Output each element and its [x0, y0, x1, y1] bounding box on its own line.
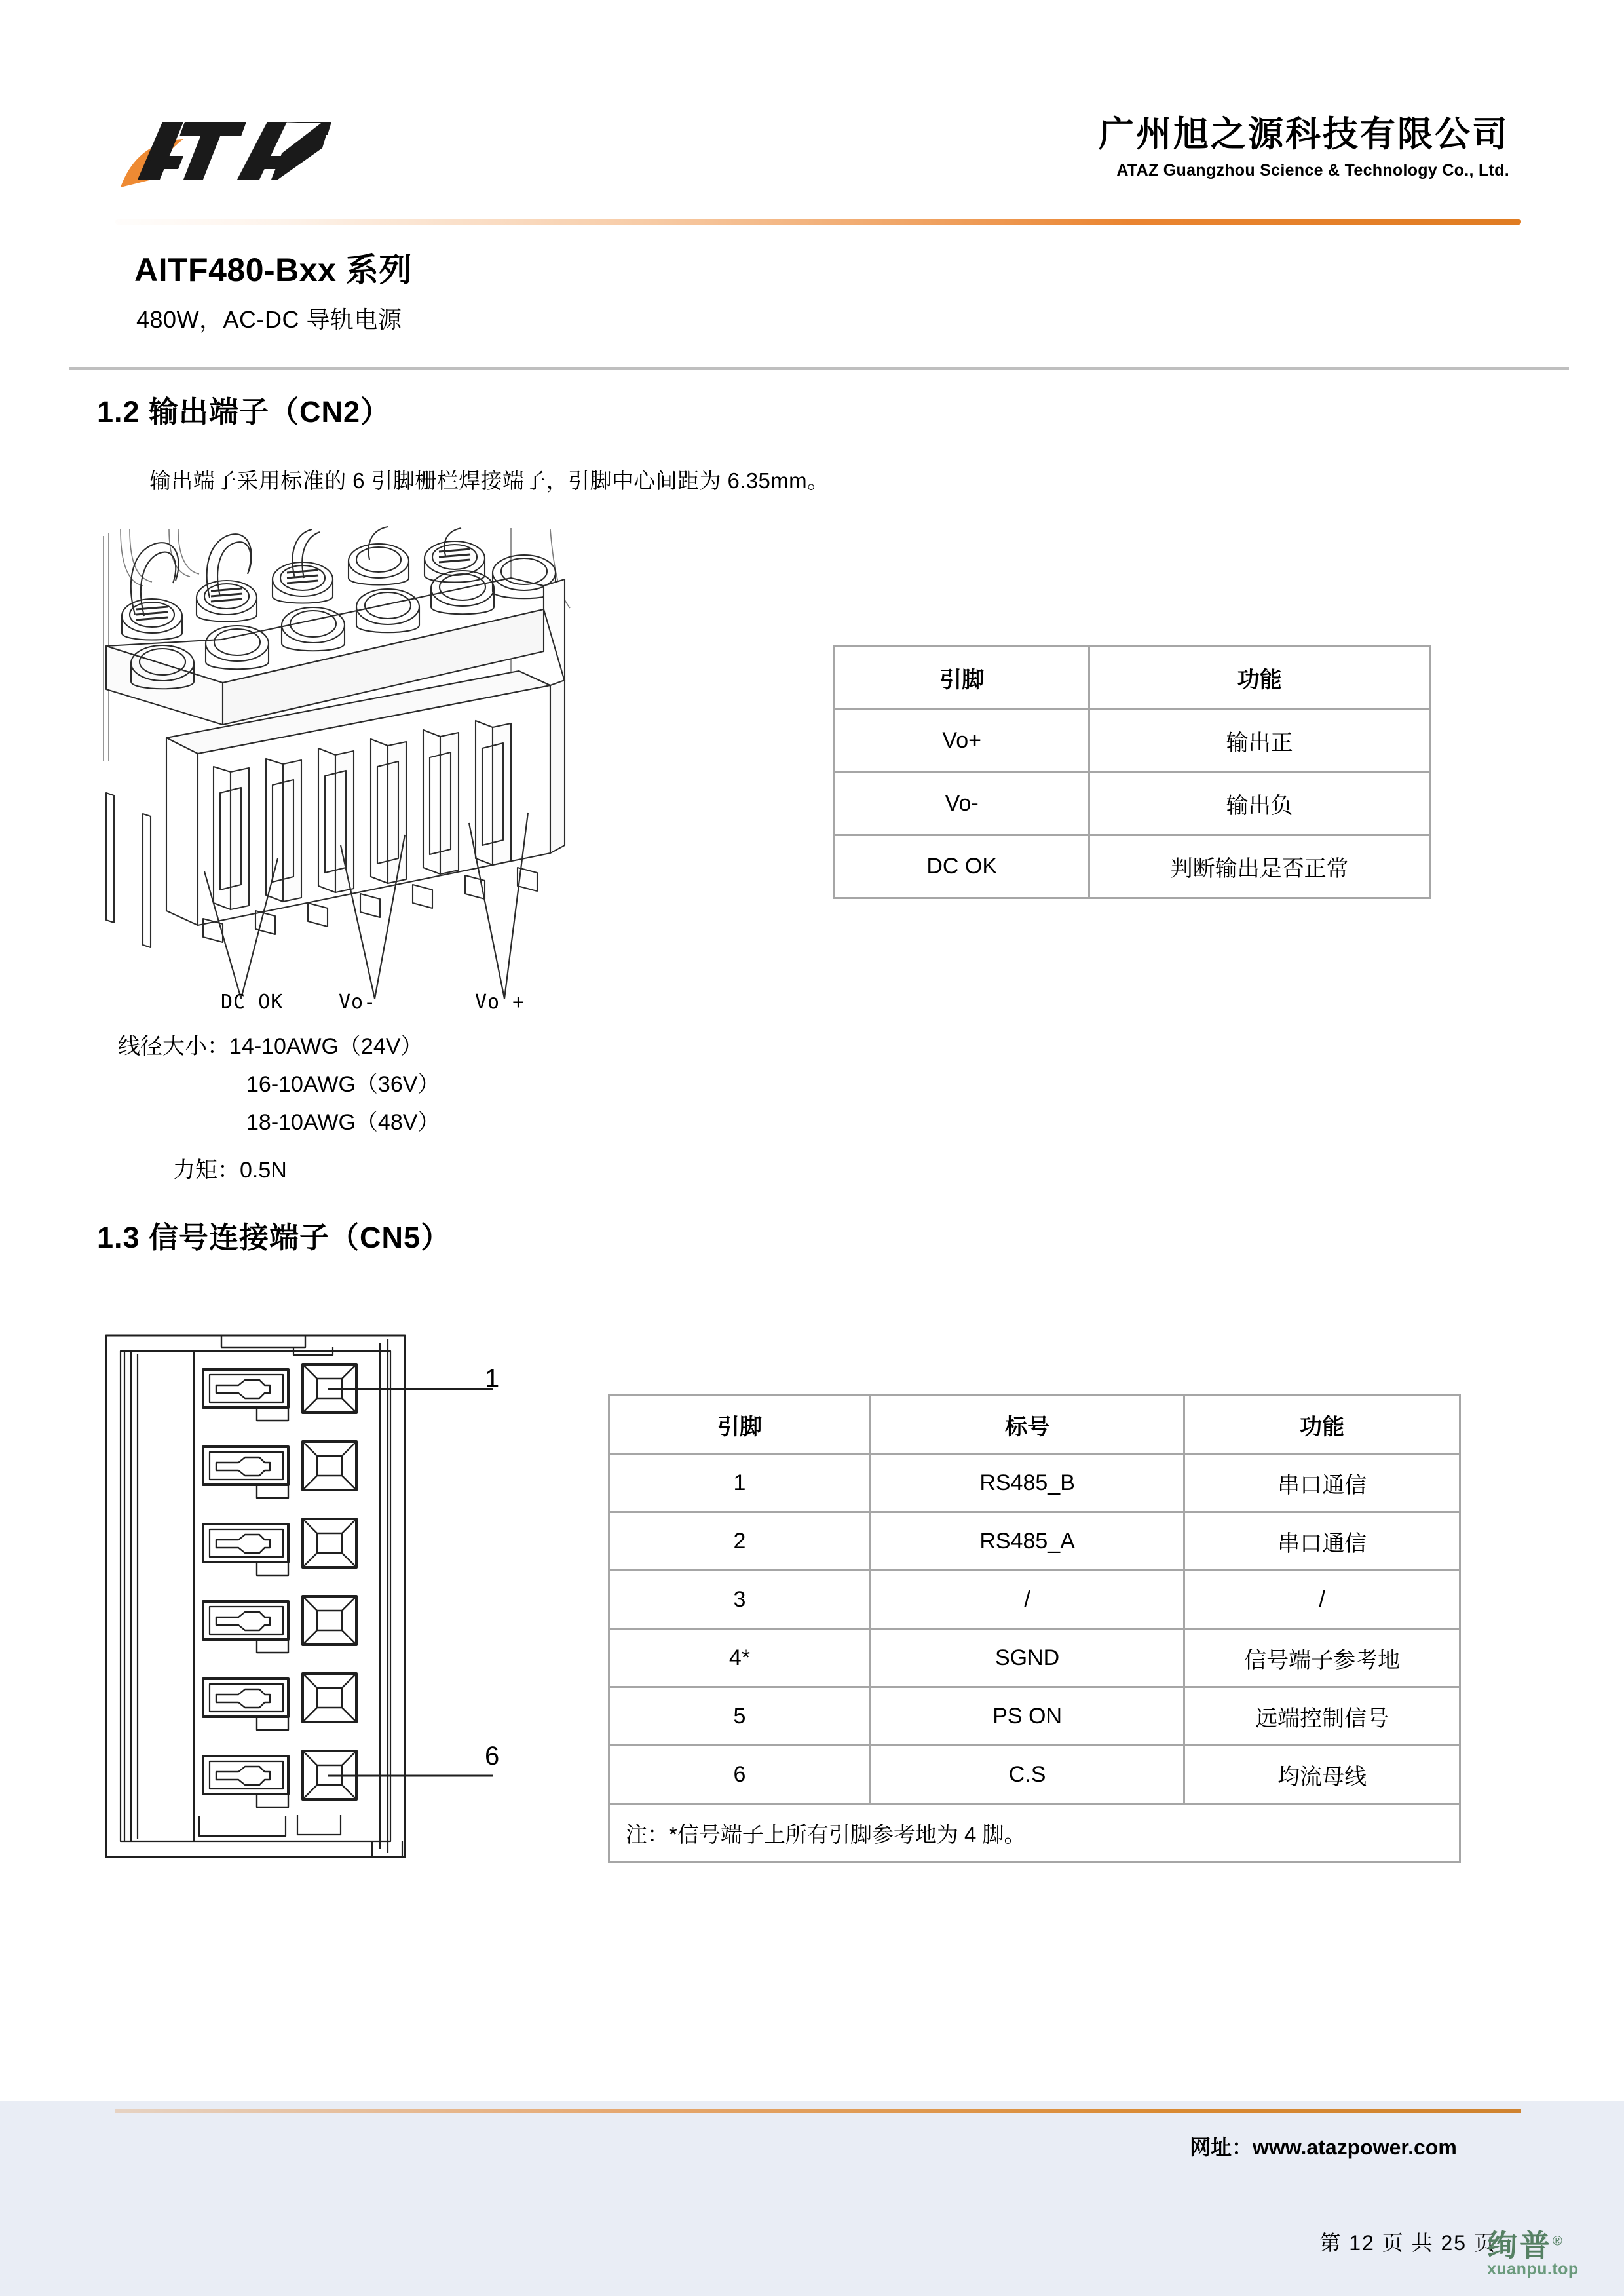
cn5-row4-function: 远端控制信号	[1184, 1687, 1460, 1746]
title-divider	[69, 367, 1569, 370]
table-header-row	[835, 647, 1430, 710]
cn2-header-pin: 引脚	[835, 647, 1089, 710]
cn2-label-dcok: DC OK	[221, 991, 284, 1014]
cn5-callout-pin-6: 6	[485, 1742, 500, 1770]
watermark-domain: xuanpu.top	[1487, 2260, 1579, 2278]
cn2-pin-function-table	[833, 645, 1431, 899]
cn5-callout-pin-1: 1	[485, 1364, 500, 1393]
page-number: 第 12 页 共 25 页	[1319, 2231, 1496, 2255]
cn2-row0-function: 输出正	[1089, 710, 1430, 773]
product-title: AITF480-Bxx 系列	[134, 252, 412, 288]
cn2-row1-function: 输出负	[1089, 773, 1430, 835]
cn2-terminal-figure	[92, 518, 635, 1003]
table-row	[609, 1687, 1460, 1746]
company-name-cn: 广州旭之源科技有限公司	[1099, 115, 1509, 154]
cn5-table-note: 注：*信号端子上所有引脚参考地为 4 脚。	[609, 1804, 1460, 1862]
watermark-cn-text	[1487, 2230, 1618, 2261]
ataz-logo	[115, 110, 331, 202]
cn5-row5-function: 均流母线	[1184, 1746, 1460, 1804]
cn5-connector-drawing	[97, 1317, 516, 1881]
company-name-en: ATAZ Guangzhou Science & Technology Co., Ltd.	[1116, 161, 1509, 180]
wire-spec-48v: 18-10AWG（48V）	[246, 1110, 440, 1135]
cn5-row0-mark: RS485_B	[870, 1454, 1184, 1512]
table-row	[835, 773, 1430, 835]
cn2-row2-function: 判断输出是否正常	[1089, 835, 1430, 898]
cn5-row1-function: 串口通信	[1184, 1512, 1460, 1571]
table-header-row	[609, 1396, 1460, 1454]
watermark-registered-icon: ®	[1553, 2234, 1565, 2249]
cn5-connector-figure	[97, 1317, 516, 1881]
cn5-row4-mark: PS ON	[870, 1687, 1184, 1746]
cn5-header-mark: 标号	[870, 1396, 1184, 1454]
section-1-2-body-text: 输出端子采用标准的 6 引脚栅栏焊接端子，引脚中心间距为 6.35mm。	[149, 469, 829, 493]
table-row	[609, 1512, 1460, 1571]
table-row	[609, 1571, 1460, 1629]
ataz-logo-icon	[115, 110, 331, 202]
torque-spec: 力矩：0.5N	[173, 1158, 287, 1183]
cn5-row2-pin: 3	[609, 1571, 871, 1629]
cn5-header-function: 功能	[1184, 1396, 1460, 1454]
table-row	[609, 1629, 1460, 1687]
cn5-row0-function: 串口通信	[1184, 1454, 1460, 1512]
page-footer	[0, 2101, 1624, 2296]
section-heading-1-2: 1.2 输出端子（CN2）	[97, 395, 391, 429]
table-row	[609, 1746, 1460, 1804]
watermark-cn-label: 绚普	[1487, 2229, 1553, 2263]
footer-orange-divider	[115, 2109, 1521, 2113]
company-identity	[658, 114, 1509, 180]
cn2-header-function: 功能	[1089, 647, 1430, 710]
cn2-label-vo-minus: Vo-	[339, 991, 377, 1014]
table-note-row	[609, 1804, 1460, 1862]
cn5-row3-function: 信号端子参考地	[1184, 1629, 1460, 1687]
cn2-terminal-drawing	[92, 518, 635, 1003]
cn2-label-vo-plus: Vo +	[475, 991, 525, 1014]
cn2-pin-labels	[92, 991, 635, 1021]
cn5-row4-pin: 5	[609, 1687, 871, 1746]
cn2-row2-pin: DC OK	[835, 835, 1089, 898]
wire-spec-36v: 16-10AWG（36V）	[246, 1072, 440, 1097]
wire-gauge-spec	[118, 1027, 681, 1141]
wire-spec-label: 线径大小：	[118, 1034, 229, 1059]
wire-spec-24v: 14-10AWG（24V）	[229, 1034, 423, 1059]
cn2-row0-pin: Vo+	[835, 710, 1089, 773]
cn5-row3-mark: SGND	[870, 1629, 1184, 1687]
cn5-row2-function: /	[1184, 1571, 1460, 1629]
cn2-row1-pin: Vo-	[835, 773, 1089, 835]
footer-website: 网址：www.atazpower.com	[1190, 2135, 1457, 2159]
page-header	[115, 110, 1509, 235]
product-subtitle: 480W，AC-DC 导轨电源	[136, 306, 402, 333]
cn5-row2-mark: /	[870, 1571, 1184, 1629]
cn5-header-pin: 引脚	[609, 1396, 871, 1454]
cn5-row1-pin: 2	[609, 1512, 871, 1571]
wire-spec-line-1	[118, 1027, 681, 1065]
cn5-row0-pin: 1	[609, 1454, 871, 1512]
table-row	[835, 835, 1430, 898]
header-orange-divider	[115, 219, 1521, 225]
cn5-row1-mark: RS485_A	[870, 1512, 1184, 1571]
cn5-pin-function-table	[608, 1394, 1461, 1863]
cn5-row3-pin: 4*	[609, 1629, 871, 1687]
cn5-row5-mark: C.S	[870, 1746, 1184, 1804]
table-row	[835, 710, 1430, 773]
cn5-row5-pin: 6	[609, 1746, 871, 1804]
table-row	[609, 1454, 1460, 1512]
xuanpu-watermark	[1487, 2230, 1618, 2279]
section-heading-1-3: 1.3 信号连接端子（CN5）	[97, 1221, 451, 1254]
